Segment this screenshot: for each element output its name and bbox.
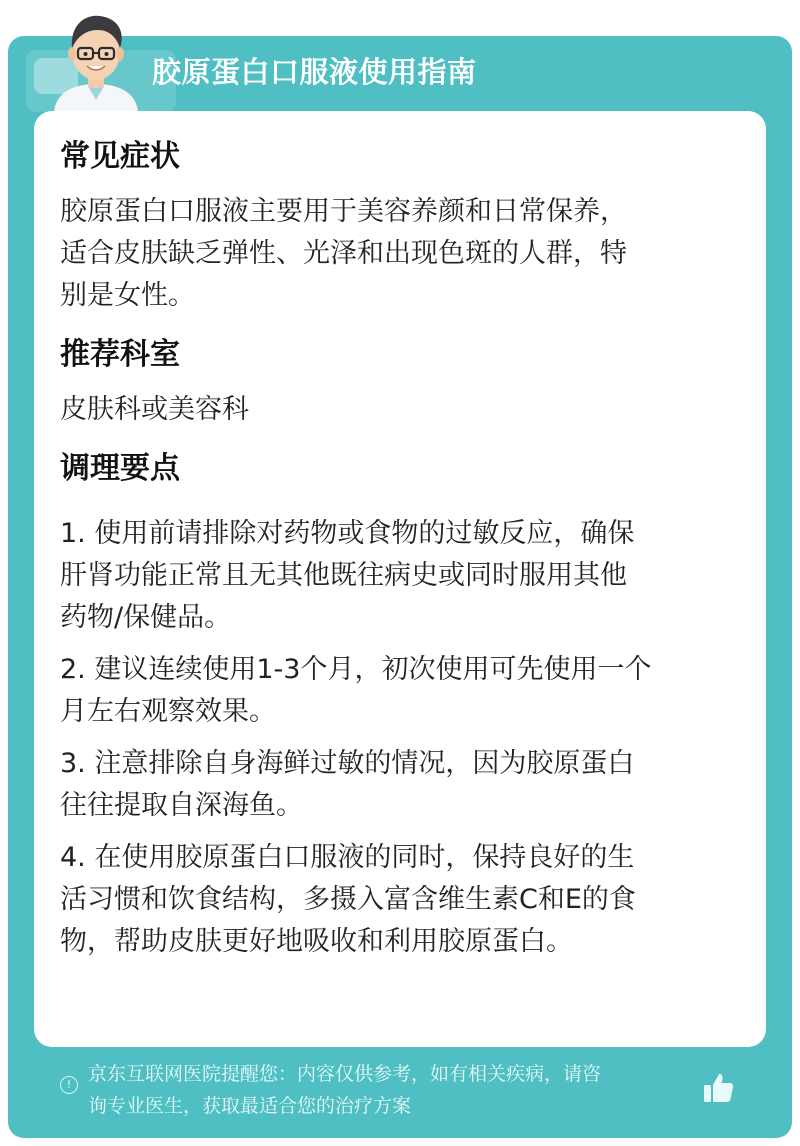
- info-icon: !: [60, 1076, 78, 1094]
- disclaimer-text: [88, 1058, 601, 1122]
- care-item-2-line-2: 月左右观察效果。: [60, 696, 276, 727]
- section-heading-department: 推荐科室: [60, 337, 180, 372]
- section-department: [60, 329, 746, 431]
- symptoms-line-1: 胶原蛋白口服液主要用于美容养颜和日常保养，: [60, 196, 627, 227]
- section-heading-symptoms: 常见症状: [60, 139, 180, 174]
- section-heading-care: 调理要点: [60, 451, 180, 486]
- care-item-4-line-1: 4. 在使用胶原蛋白口服液的同时，保持良好的生: [60, 842, 635, 873]
- symptoms-line-3: 别是女性。: [60, 280, 195, 311]
- department-text: 皮肤科或美容科: [60, 394, 249, 425]
- care-item-1-line-2: 肝肾功能正常且无其他既往病史或同时服用其他: [60, 560, 627, 591]
- content-card: [34, 111, 766, 1047]
- care-item-2: [60, 649, 746, 733]
- content-body: [60, 131, 746, 963]
- care-item-3-line-1: 3. 注意排除自身海鲜过敏的情况，因为胶原蛋白: [60, 748, 635, 779]
- page-title: 胶原蛋白口服液使用指南: [152, 55, 477, 89]
- section-symptoms: [60, 131, 746, 317]
- care-item-4-line-2: 活习惯和饮食结构，多摄入富含维生素C和E的食: [60, 884, 636, 915]
- care-item-4: [60, 837, 746, 963]
- symptoms-line-2: 适合皮肤缺乏弹性、光泽和出现色斑的人群，特: [60, 238, 627, 269]
- disclaimer-line-1: 京东互联网医院提醒您：内容仅供参考，如有相关疾病，请咨: [88, 1063, 602, 1085]
- care-item-1: [60, 513, 746, 639]
- section-care-points: [60, 443, 746, 963]
- care-item-1-line-1: 1. 使用前请排除对药物或食物的过敏反应，确保: [60, 518, 635, 549]
- care-item-3-line-2: 往往提取自深海鱼。: [60, 790, 303, 821]
- disclaimer: [60, 1058, 700, 1122]
- care-item-2-line-1: 2. 建议连续使用1-3个月，初次使用可先使用一个: [60, 654, 652, 685]
- care-item-3: [60, 743, 746, 827]
- care-item-4-line-3: 物，帮助皮肤更好地吸收和利用胶原蛋白。: [60, 926, 573, 957]
- disclaimer-line-2: 询专业医生，获取最适合您的治疗方案: [88, 1095, 412, 1117]
- thumbs-up-icon[interactable]: [700, 1070, 736, 1106]
- care-item-1-line-3: 药物/保健品。: [60, 602, 232, 633]
- doctor-avatar-icon: [46, 8, 146, 112]
